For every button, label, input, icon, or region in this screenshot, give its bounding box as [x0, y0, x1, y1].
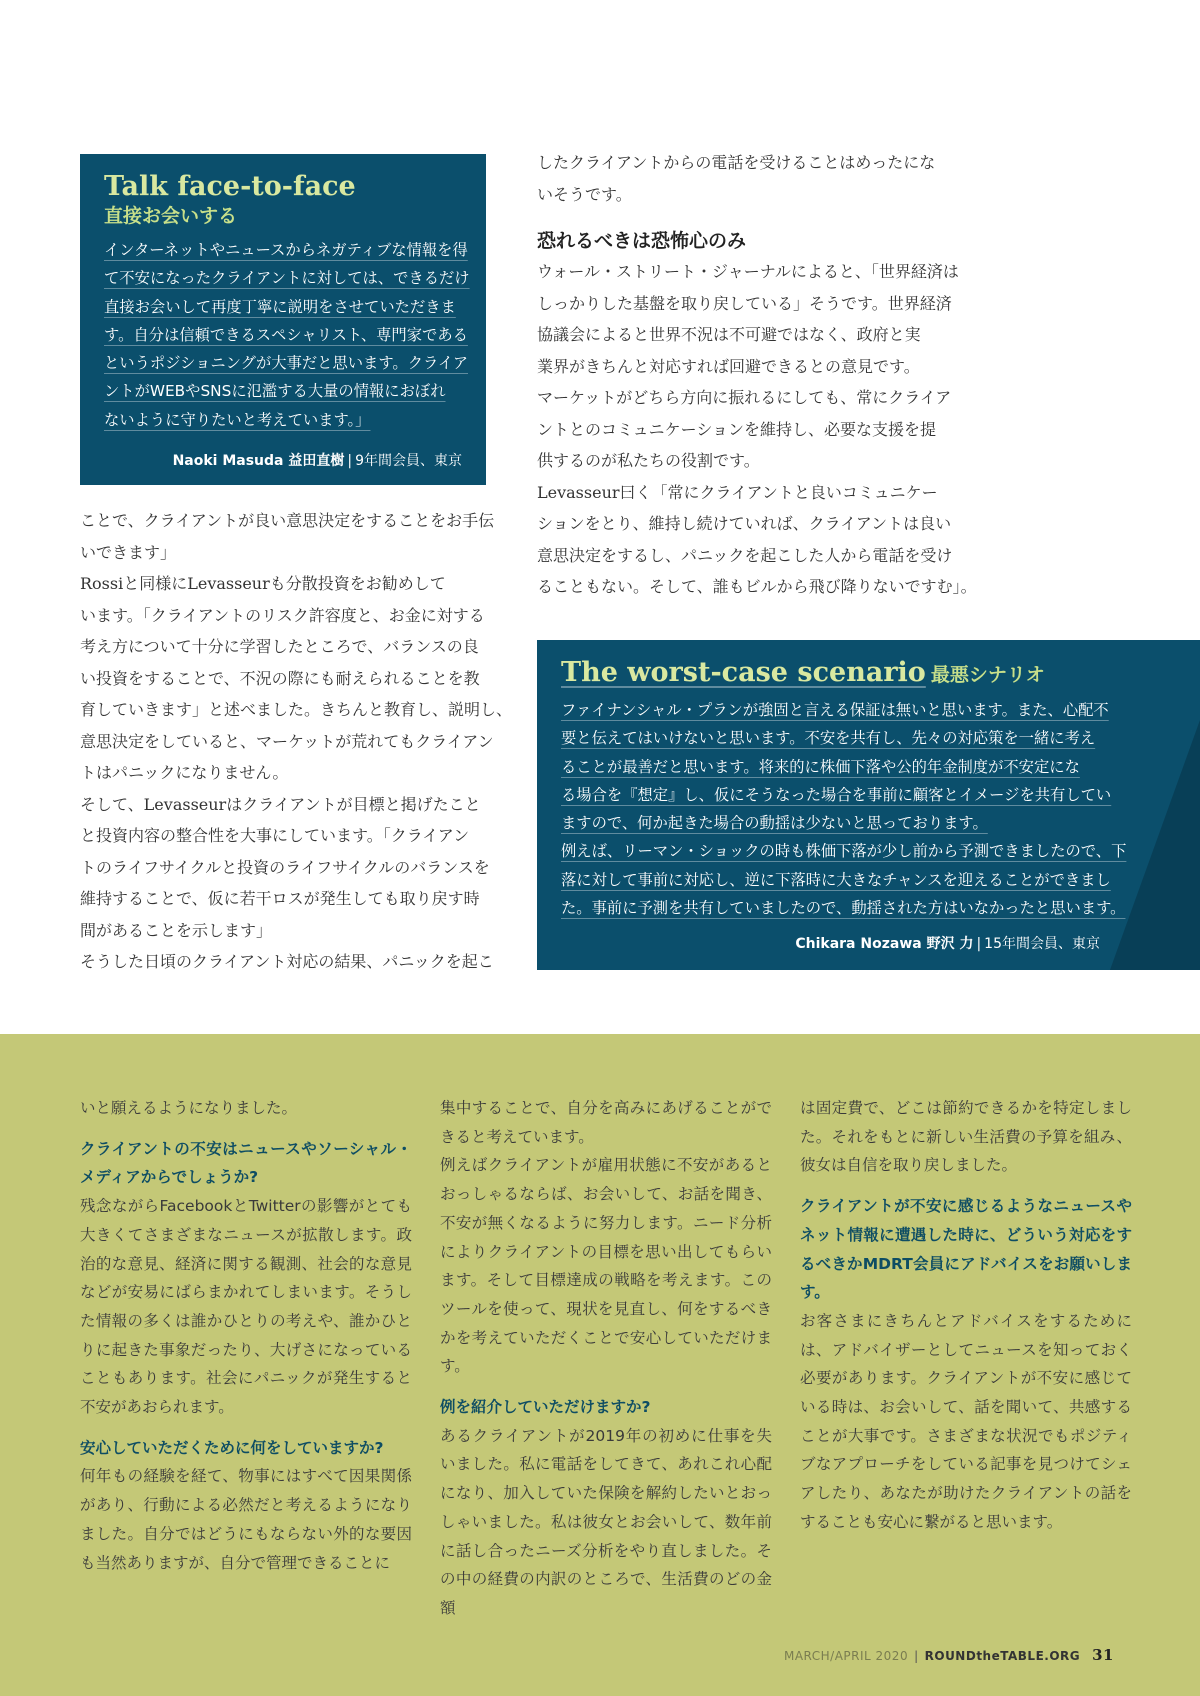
box-text-line: て不安になったクライアントに対しては、できるだけ	[104, 269, 470, 288]
box-text-line: た。事前に予測を共有していましたので、動揺された方はいなかったと思います。	[561, 899, 1126, 918]
footer-site-link[interactable]: ROUNDtheTABLE.ORG	[924, 1649, 1081, 1663]
byline-role: 9年間会員、東京	[355, 453, 462, 469]
qa-paragraph: お客さまにきちんとアドバイスをするためには、アドバイザーとしてニュースを知っておく必要があります。クライアントが不安に感じている時は、お会いして、話を聞いて、共感することが大事です。さまざまな状況でもポジティブなアプローチをしている記事を見つけてシェアしたり、あなたが助けたクライアントの話をすることも安心に繋がると思います。	[800, 1311, 1132, 1531]
text-line: います。「クライアントのリスク許容度と、お金に対する	[80, 605, 485, 625]
text-line: Rossiと同様にLevasseurも分散投資をお勧めして	[80, 574, 446, 593]
box-title-jp: 直接お会いする	[104, 205, 238, 227]
qa-question: クライアントが不安に感じるようなニュースやネット情報に遭遇した時に、どういう対応をするべきかMDRT会員にアドバイスをお願いします。	[800, 1197, 1132, 1302]
byline-role: 15年間会員、東京	[984, 936, 1100, 952]
text-line: ことで、クライアントが良い意思決定をすることをお手伝	[80, 511, 495, 530]
right-column-body	[537, 256, 977, 603]
sidebar-box-worst-case-scenario	[537, 640, 1200, 970]
text-line: いできます」	[80, 542, 177, 562]
text-line: トはパニックになりません。	[80, 763, 289, 782]
text-line: 業界がきちんと対応すれば回避できるとの意見です。	[537, 356, 920, 376]
box-title-en: Talk face-to-face	[104, 171, 356, 202]
text-line: ウォール・ストリート・ジャーナルによると、「世界経済は	[537, 262, 959, 281]
box-text-line: る場合を『想定』し、仮にそうなった場合を事前に顧客とイメージを共有してい	[561, 785, 1112, 804]
text-line: 協議会によると世界不況は不可避ではなく、政府と実	[537, 325, 921, 344]
text-line: 維持することで、仮に若干ロスが発生しても取り戻す時	[80, 889, 480, 908]
text-line: したクライアントからの電話を受けることはめったにな	[537, 153, 936, 172]
text-line: そして、Levasseurはクライアントが目標と掲げたこと	[80, 794, 481, 814]
byline-name: Chikara Nozawa 野沢 力	[795, 936, 974, 952]
text-line: 供するのが私たちの役割です。	[537, 451, 760, 470]
byline	[173, 450, 462, 470]
box-inner	[561, 658, 1131, 922]
qa-paragraph: 何年もの経験を経て、物事にはすべて因果関係があり、行動による必然だと考えるようになりました。自分ではどうにもならない外的な要因も当然ありますが、自分で管理できることに	[80, 1467, 412, 1572]
text-line: Levasseur曰く「常にクライアントと良いコミュニケー	[537, 482, 938, 502]
box-text-line: ファイナンシャル・プランが強固と言える保証は無いと思います。また、心配不	[561, 701, 1109, 719]
qa-paragraph: いと願えるようになりました。	[80, 1099, 298, 1117]
text-line: い投資をすることで、不況の際にも耐えられることを教	[80, 668, 480, 688]
qa-paragraph: は固定費で、どこは節約できるかを特定しました。それをもとに新しい生活費の予算を組み、彼女は自信を取り戻しました。	[800, 1099, 1132, 1175]
qa-column-2	[440, 1094, 772, 1623]
box-text-line: ることが最善だと思います。将来的に株価下落や公的年金制度が不安定にな	[561, 757, 1080, 776]
box-text-line: インターネットやニュースからネガティブな情報を得	[104, 241, 468, 259]
box-text-line: す。自分は信頼できるスペシャリスト、専門家である	[104, 325, 468, 344]
text-line: マーケットがどちら方向に振れるにしても、常にクライア	[537, 388, 952, 407]
page-number: 31	[1092, 1646, 1114, 1664]
right-column-text	[537, 147, 977, 603]
box-text-line: 例えば、リーマン・ショックの時も株価下落が少し前から予測できましたので、下	[561, 842, 1127, 861]
text-line: しっかりした基盤を取り戻している」そうです。世界経済	[537, 293, 952, 313]
sidebar-box-talk-face-to-face	[80, 154, 486, 485]
box-title-en: The worst-case scenario	[561, 657, 926, 688]
text-line: ントとのコミュニケーションを維持し、必要な支援を提	[537, 419, 937, 439]
right-column-intro	[537, 147, 949, 210]
box-text-line: 落に対して事前に対応し、逆に下落時に大きなチャンスを迎えることができまし	[561, 870, 1111, 889]
text-line: トのライフサイクルと投資のライフサイクルのバランスを	[80, 857, 490, 877]
text-line: いそうです。	[537, 184, 632, 204]
qa-paragraph: 例えばクライアントが雇用状態に不安があるとおっしゃるならば、お会いして、お話を聞き、不安が無くなるように努力します。ニード分析によりクライアントの目標を思い出してもらいます。そして目標達成の戦略を考えます。このツールを使って、現状を見直し、何をするべきかを考えていただくことで安心していただけます。	[440, 1156, 772, 1376]
qa-question: 安心していただくために何をしていますか?	[80, 1438, 384, 1457]
text-line: そうした日頃のクライアント対応の結果、パニックを起こ	[80, 952, 494, 971]
byline-divider: |	[347, 453, 353, 469]
box-title	[561, 658, 1131, 694]
qa-paragraph: 残念ながらFacebookとTwitterの影響がとても大きくてさまざまなニュースが拡散します。政治的な意見、経済に関する観測、社会的な意見などが安易にばらまかれてしまいます。そうした情報の多くは誰かひとりの考えや、誰かひとりに起きた事象だったり、大げさになっていることもあります。社会にパニックが発生すると不安があおられます。	[80, 1197, 412, 1417]
footer-separator: |	[914, 1649, 919, 1663]
footer-issue: MARCH/APRIL 2020	[783, 1649, 909, 1663]
text-line: 考え方について十分に学習したところで、バランスの良	[80, 637, 479, 656]
box-text-line: ないように守りたいと考えています。」	[104, 410, 371, 429]
text-line: ることもない。そして、誰もビルから飛び降りないですむ」。	[537, 577, 977, 596]
text-line: 意思決定をするし、パニックを起こした人から電話を受け	[537, 545, 953, 565]
text-line: 育していきます」と述べました。きちんと教育し、説明し、	[80, 700, 513, 719]
qa-column-1	[80, 1094, 412, 1577]
qa-question: クライアントの不安はニュースやソーシャル・メディアからでしょうか?	[80, 1139, 412, 1187]
box-title-jp: 最悪シナリオ	[930, 664, 1045, 686]
box-text-line: というポジショニングが大事だと思います。クライア	[104, 354, 468, 373]
qa-question: 例を紹介していただけますか?	[440, 1398, 651, 1417]
section-heading: 恐れるべきは恐怖心のみ	[537, 230, 747, 252]
box-text-line: 直接お会いして再度丁寧に説明をさせていただきま	[104, 297, 456, 316]
byline-name: Naoki Masuda 益田直樹	[172, 453, 345, 469]
text-line: と投資内容の整合性を大事にしています。「クライアン	[80, 826, 470, 845]
box-body	[104, 236, 470, 434]
box-text-line: ントがWEBやSNSに氾濫する大量の情報におぼれ	[104, 382, 446, 401]
qa-paragraph: 集中することで、自分を高みにあげることができると考えています。	[440, 1099, 772, 1146]
box-text-line: ますので、何か起きた場合の動揺は少ないと思っております。	[561, 814, 988, 833]
byline	[795, 933, 1100, 953]
qa-paragraph: あるクライアントが2019年の初めに仕事を失いました。私に電話をしてきて、あれこれ心配になり、加入していた保険を解約したいとおっしゃいました。私は彼女とお会いして、数年前に話し合ったニーズ分析をやり直しました。その中の経費の内訳のところで、生活費のどの金額	[440, 1426, 772, 1617]
text-line: 意思決定をしていると、マーケットが荒れてもクライアン	[80, 731, 494, 751]
text-line: 間があることを示します」	[80, 920, 273, 940]
box-text-line: 要と伝えてはいけないと思います。不安を共有し、先々の対応策を一緒に考え	[561, 729, 1096, 748]
left-column-text	[80, 505, 513, 978]
byline-divider: |	[976, 936, 982, 952]
page-footer	[784, 1646, 1114, 1664]
qa-column-3	[800, 1094, 1132, 1537]
text-line: ションをとり、維持し続けていれば、クライアントは良い	[537, 514, 952, 533]
box-body	[561, 696, 1131, 922]
